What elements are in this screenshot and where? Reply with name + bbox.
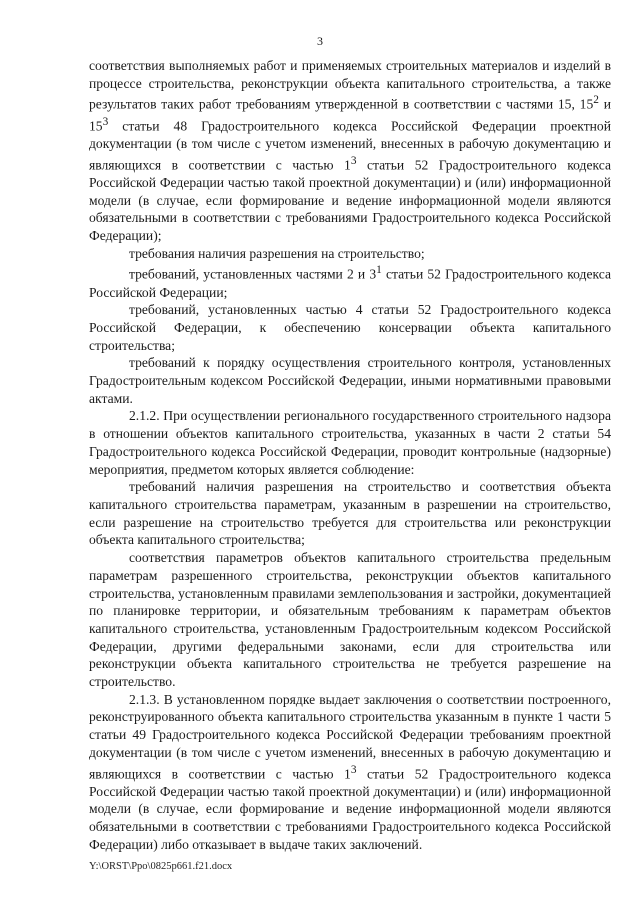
paragraph-section-2-1-2: 2.1.2. При осуществлении регионального государственного строительного надзора в отношении объектов капитального строительства, указанных в части 2 статьи 54 Градостроительного кодекса Российской Федерации, проводит контрольные (надзорные) мероприятия, предметом которых является соблюдение: — [89, 408, 611, 477]
superscript: 3 — [350, 763, 357, 776]
paragraph-parameters-compliance: соответствия параметров объектов капитального строительства предельным параметрам разрешенного строительства, реконструкции объектов капитального строительства, установленным правилами землепользования и застройки, документацией по планировке территории, и обязательным требованиям к параметрам объектов капитального строительства, установленным Градостроительным кодексом Российской Федерации, другими федеральными законами, если для строительства или реконструкции объекта капитального строительства не требуется разрешение на строительство. — [89, 550, 611, 690]
paragraph-construction-control: требований к порядку осуществления строительного контроля, установленных Градостроительным кодексом Российской Федерации, иными нормативными правовыми актами. — [89, 355, 611, 406]
paragraph-section-2-1-3 — [89, 691, 611, 854]
paragraph-compliance-works — [89, 57, 611, 245]
paragraph-permit-compliance: требований наличия разрешения на строительство и соответствия объекта капитального строительства параметрам, указанным в разрешении на строительство, если разрешение на строительство требуется для строительства или реконструкции объекта капитального строительства; — [89, 479, 611, 548]
superscript: 1 — [376, 264, 382, 277]
superscript: 2 — [593, 94, 599, 107]
footer-file-path: Y:\ORST\Ppo\0825p661.f21.docx — [89, 861, 233, 872]
paragraph-conservation: требований, установленных частью 4 статьи 52 Градостроительного кодекса Российской Федерации, к обеспечению консервации объекта капитального строительства; — [89, 302, 611, 353]
document-body — [89, 57, 611, 854]
paragraph-text: статьи 48 Градостроительного кодекса Российской Федерации проектной документации (в том числе с учетом изменений, внесенных в рабочую документацию и являющихся в соответствии с частью 1 — [89, 118, 611, 173]
paragraph-article-52-parts — [89, 262, 611, 301]
paragraph-text: требований, установленных частями 2 и 3 — [129, 266, 377, 282]
paragraph-text: и 15 — [89, 96, 611, 134]
paragraph-text: статьи 52 Градостроительного кодекса Российской Федерации частью такой проектной документации) и (или) информационной модели (в случае, если формирование и ведение информационной модели являются обязательными в соответствии с требованиями Градостроительного кодекса Российской Федерации); — [89, 157, 611, 243]
superscript: 3 — [350, 154, 357, 167]
page-number: 3 — [317, 34, 323, 48]
paragraph-text: 2.1.3. В установленном порядке выдает заключения о соответствии построенного, реконструированного объекта капитального строительства указанным в пункте 1 части 5 статьи 49 Градостроительного кодекса Российской Федерации требованиям проектной документации (в том числе с учетом изменений, внесенных в рабочую документацию и являющихся в соответствии с частью 1 — [89, 691, 611, 782]
paragraph-text: статьи 52 Градостроительного кодекса Российской Федерации; — [89, 266, 611, 300]
superscript: 3 — [102, 115, 109, 128]
paragraph-text: соответствия выполняемых работ и применяемых строительных материалов и изделий в процессе строительства, реконструкции объекта капитального строительства, а также результатов таких работ требованиям утвержденной в соответствии с частями 15, 15 — [89, 58, 611, 112]
paragraph-permit-requirement: требования наличия разрешения на строительство; — [129, 245, 425, 261]
paragraph-text: статьи 52 Градостроительного кодекса Российской Федерации частью такой проектной документации) и (или) информационной модели (в случае, если формирование и ведение информационной модели являются обязательными в соответствии с требованиями Градостроительного кодекса Российской Федерации) либо отказывает в выдаче таких заключений. — [89, 766, 611, 852]
